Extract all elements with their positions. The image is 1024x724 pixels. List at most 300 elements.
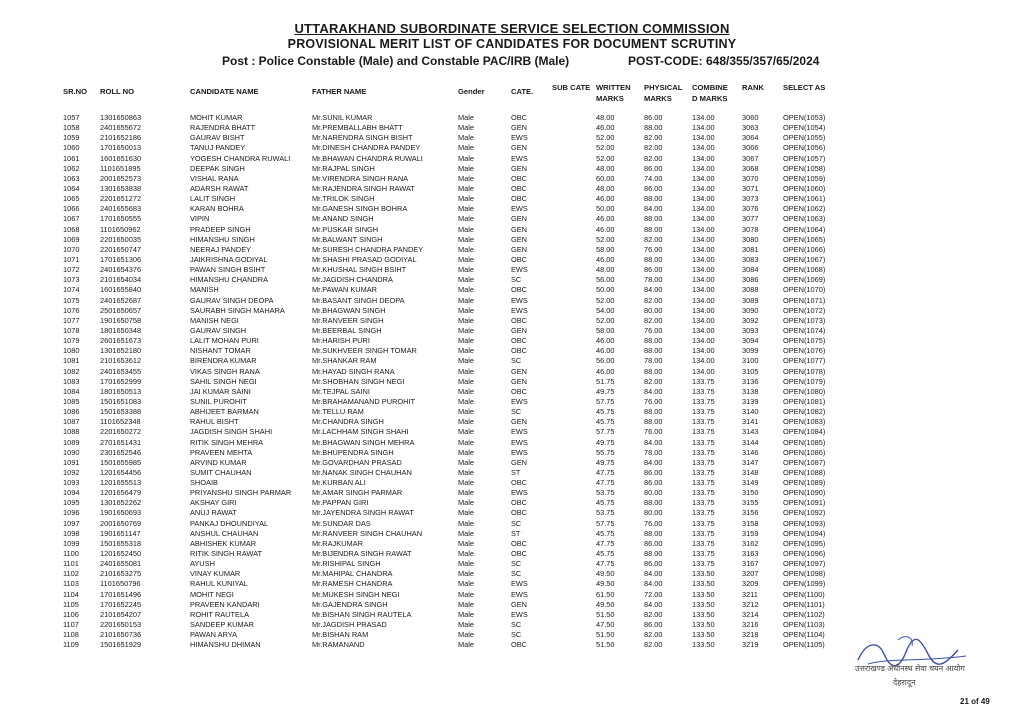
physical-marks: 78.00	[644, 447, 663, 457]
gender: Male	[458, 275, 475, 285]
candidate-name: BIRENDRA KUMAR	[190, 356, 257, 366]
select-as: OPEN(1080)	[783, 386, 826, 396]
select-as: OPEN(1092)	[783, 508, 826, 518]
category: SC	[511, 407, 522, 417]
candidate-name: HIMANSHU SINGH	[190, 234, 255, 244]
category: SC	[511, 559, 522, 569]
roll-no: 1801650348	[100, 325, 142, 335]
table-row	[0, 569, 1024, 579]
father-name: Mr.SHOBHAN SINGH NEGI	[312, 376, 405, 386]
category: OBC	[511, 386, 528, 396]
table-row	[0, 296, 1024, 306]
combined-marks: 133.75	[692, 559, 715, 569]
physical-marks: 86.00	[644, 478, 663, 488]
roll-no: 2401654376	[100, 265, 142, 275]
rank: 3147	[742, 457, 759, 467]
written-marks: 58.00	[596, 244, 615, 254]
written-marks: 56.00	[596, 356, 615, 366]
written-marks: 47.75	[596, 467, 615, 477]
written-marks: 52.00	[596, 234, 615, 244]
gender: Male	[458, 224, 475, 234]
written-marks: 46.00	[596, 123, 615, 133]
gender: Male	[458, 336, 475, 346]
candidate-name: JAI KUMAR SAINI	[190, 386, 251, 396]
combined-marks: 134.00	[692, 265, 715, 275]
physical-marks: 84.00	[644, 285, 663, 295]
combined-marks: 134.00	[692, 315, 715, 325]
rank: 3073	[742, 194, 759, 204]
combined-marks: 134.00	[692, 153, 715, 163]
physical-marks: 82.00	[644, 315, 663, 325]
gender: Male	[458, 143, 475, 153]
combined-marks: 133.75	[692, 467, 715, 477]
category: EWS	[511, 295, 528, 305]
table-row	[0, 377, 1024, 387]
category: EWS	[511, 488, 528, 498]
select-as: OPEN(1097)	[783, 559, 826, 569]
table-row	[0, 336, 1024, 346]
candidate-name: PRIYANSHU SINGH PARMAR	[190, 488, 292, 498]
table-header	[0, 83, 1024, 109]
select-as: OPEN(1090)	[783, 488, 826, 498]
father-name: Mr.RANVEER SINGH	[312, 315, 384, 325]
sr-no: 1066	[63, 204, 80, 214]
father-name: Mr.BISHAN SINGH RAUTELA	[312, 609, 412, 619]
gender: Male	[458, 173, 475, 183]
combined-marks: 133.75	[692, 407, 715, 417]
combined-marks: 133.75	[692, 508, 715, 518]
post-code: POST-CODE: 648/355/357/65/2024	[628, 54, 820, 68]
select-as: OPEN(1094)	[783, 528, 826, 538]
category: GEN	[511, 214, 528, 224]
table-row	[0, 245, 1024, 255]
rank: 3070	[742, 173, 759, 183]
gender: Male	[458, 123, 475, 133]
combined-marks: 134.00	[692, 244, 715, 254]
select-as: OPEN(1099)	[783, 579, 826, 589]
sr-no: 1106	[63, 609, 79, 619]
category: GEN	[511, 457, 528, 467]
physical-marks: 80.00	[644, 508, 663, 518]
gender: Male	[458, 244, 475, 254]
gender: Male	[458, 457, 475, 467]
category: OBC	[511, 113, 528, 122]
roll-no: 1901650758	[100, 315, 142, 325]
sr-no: 1057	[63, 113, 80, 122]
category: OBC	[511, 183, 528, 193]
rank: 3156	[742, 508, 759, 518]
candidate-name: PRADEEP SINGH	[190, 224, 251, 234]
written-marks: 45.75	[596, 407, 615, 417]
roll-no: 1201652450	[100, 549, 142, 559]
sr-no: 1107	[63, 620, 79, 630]
table-row	[0, 397, 1024, 407]
gender: Male	[458, 620, 475, 630]
roll-no: 2401655672	[100, 123, 142, 133]
candidate-name: MOHIT KUMAR	[190, 113, 243, 122]
table-row	[0, 225, 1024, 235]
candidate-name: KARAN BOHRA	[190, 204, 244, 214]
written-marks: 49.75	[596, 457, 615, 467]
table-row	[0, 427, 1024, 437]
table-row	[0, 620, 1024, 630]
written-marks: 48.00	[596, 265, 615, 275]
sr-no: 1062	[63, 163, 80, 173]
physical-marks: 76.00	[644, 518, 663, 528]
gender: Male	[458, 467, 475, 477]
father-name: Mr.PAWAN KUMAR	[312, 285, 378, 295]
combined-marks: 134.00	[692, 183, 715, 193]
col-name: CANDIDATE NAME	[190, 87, 259, 96]
select-as: OPEN(1082)	[783, 407, 826, 417]
roll-no: 1301652180	[100, 346, 142, 356]
father-name: Mr.BHUPENDRA SINGH	[312, 447, 394, 457]
select-as: OPEN(1091)	[783, 498, 826, 508]
physical-marks: 84.00	[644, 457, 663, 467]
roll-no: 2401653455	[100, 366, 142, 376]
table-row	[0, 316, 1024, 326]
category: GEN	[511, 143, 528, 153]
physical-marks: 88.00	[644, 366, 663, 376]
candidate-name: SHOAIB	[190, 478, 218, 488]
combined-marks: 133.50	[692, 579, 715, 589]
rank: 3148	[742, 467, 759, 477]
roll-no: 1701651496	[100, 589, 142, 599]
candidate-name: MOHIT NEGI	[190, 589, 234, 599]
combined-marks: 133.75	[692, 478, 715, 488]
written-marks: 46.00	[596, 214, 615, 224]
physical-marks: 86.00	[644, 467, 663, 477]
physical-marks: 82.00	[644, 133, 663, 143]
physical-marks: 78.00	[644, 275, 663, 285]
col-rank: RANK	[742, 83, 764, 92]
roll-no: 1101652348	[100, 417, 141, 427]
category: OBC	[511, 194, 528, 204]
roll-no: 1201654456	[100, 467, 142, 477]
rank: 3068	[742, 163, 759, 173]
table-row	[0, 154, 1024, 164]
roll-no: 2101653612	[100, 356, 142, 366]
table-row	[0, 184, 1024, 194]
sr-no: 1109	[63, 640, 79, 650]
written-marks: 45.75	[596, 528, 615, 538]
written-marks: 47.75	[596, 538, 615, 548]
father-name: Mr.SUNIL KUMAR	[312, 113, 373, 122]
roll-no: 2001650769	[100, 518, 142, 528]
select-as: OPEN(1105)	[783, 640, 825, 650]
rank: 3214	[742, 609, 759, 619]
rank: 3144	[742, 437, 759, 447]
select-as: OPEN(1068)	[783, 265, 826, 275]
father-name: Mr.BHAWAN CHANDRA RUWALI	[312, 153, 423, 163]
col-gender: Gender	[458, 87, 485, 96]
candidate-name: PRAVEEN MEHTA	[190, 447, 253, 457]
gender: Male	[458, 528, 475, 538]
rank: 3162	[742, 538, 759, 548]
org-title: UTTARAKHAND SUBORDINATE SERVICE SELECTION COMMISSION	[294, 21, 730, 36]
father-name: Mr.SHASHI PRASAD GODIYAL	[312, 254, 417, 264]
physical-marks: 84.00	[644, 437, 663, 447]
combined-marks: 133.50	[692, 630, 715, 640]
combined-marks: 133.75	[692, 386, 715, 396]
candidate-name: RAHUL KUNIYAL	[190, 579, 248, 589]
rank: 3219	[742, 640, 759, 650]
candidate-name: HIMANSHU CHANDRA	[190, 275, 269, 285]
candidate-name: LALIT MOHAN PURI	[190, 336, 259, 346]
roll-no: 1501651929	[100, 640, 142, 650]
table-row	[0, 468, 1024, 478]
table-row	[0, 579, 1024, 589]
select-as: OPEN(1056)	[783, 143, 826, 153]
category: GEN	[511, 123, 528, 133]
rank: 3086	[742, 275, 759, 285]
sr-no: 1082	[63, 366, 80, 376]
category: EWS	[511, 133, 528, 143]
written-marks: 46.00	[596, 194, 615, 204]
sr-no: 1081	[63, 356, 80, 366]
sr-no: 1105	[63, 599, 79, 609]
rank: 3076	[742, 204, 759, 214]
gender: Male	[458, 396, 475, 406]
rank: 3146	[742, 447, 759, 457]
table-row	[0, 174, 1024, 184]
rank: 3105	[742, 366, 759, 376]
father-name: Mr.BALWANT SINGH	[312, 234, 383, 244]
written-marks: 48.00	[596, 183, 615, 193]
roll-no: 2201650272	[100, 427, 142, 437]
physical-marks: 88.00	[644, 417, 663, 427]
table-row	[0, 610, 1024, 620]
physical-marks: 78.00	[644, 356, 663, 366]
combined-marks: 133.75	[692, 437, 715, 447]
written-marks: 53.75	[596, 488, 615, 498]
roll-no: 1901651147	[100, 528, 141, 538]
gender: Male	[458, 498, 475, 508]
sr-no: 1074	[63, 285, 80, 295]
combined-marks: 134.00	[692, 234, 715, 244]
select-as: OPEN(1081)	[783, 396, 826, 406]
rank: 3209	[742, 579, 759, 589]
sr-no: 1104	[63, 589, 79, 599]
category: OBC	[511, 285, 528, 295]
father-name: Mr.SUNDAR DAS	[312, 518, 371, 528]
category: OBC	[511, 346, 528, 356]
father-name: Mr.CHANDRA SINGH	[312, 417, 384, 427]
written-marks: 52.00	[596, 133, 615, 143]
select-as: OPEN(1076)	[783, 346, 826, 356]
table-row	[0, 438, 1024, 448]
physical-marks: 84.00	[644, 569, 663, 579]
gender: Male	[458, 579, 475, 589]
written-marks: 47.50	[596, 620, 615, 630]
category: EWS	[511, 265, 528, 275]
gender: Male	[458, 630, 475, 640]
candidate-name: AYUSH	[190, 559, 215, 569]
roll-no: 1201655513	[100, 478, 142, 488]
rank: 3139	[742, 396, 759, 406]
father-name: Mr.JAYENDRA SINGH RAWAT	[312, 508, 414, 518]
roll-no: 1601655840	[100, 285, 142, 295]
father-name: Mr.RISHIPAL SINGH	[312, 559, 381, 569]
father-name: Mr.GANESH SINGH BOHRA	[312, 204, 408, 214]
physical-marks: 84.00	[644, 599, 663, 609]
written-marks: 49.75	[596, 437, 615, 447]
candidate-name: RITIK SINGH RAWAT	[190, 549, 262, 559]
rank: 3218	[742, 630, 759, 640]
father-name: Mr.NARENDRA SINGH BISHT	[312, 133, 413, 143]
rank: 3159	[742, 528, 759, 538]
sr-no: 1063	[63, 173, 80, 183]
table-row	[0, 255, 1024, 265]
physical-marks: 88.00	[644, 224, 663, 234]
table-row	[0, 123, 1024, 133]
candidate-name: JAIKRISHNA GODIYAL	[190, 254, 268, 264]
roll-no: 1101651895	[100, 163, 141, 173]
category: SC	[511, 356, 522, 366]
candidate-name: ANSHUL CHAUHAN	[190, 528, 259, 538]
gender: Male	[458, 183, 475, 193]
candidate-name: SUNIL PUROHIT	[190, 396, 247, 406]
rank: 3083	[742, 254, 759, 264]
select-as: OPEN(1064)	[783, 224, 826, 234]
col-written-1: WRITTEN	[596, 83, 631, 92]
physical-marks: 88.00	[644, 498, 663, 508]
gender: Male	[458, 488, 475, 498]
combined-marks: 133.50	[692, 599, 715, 609]
category: EWS	[511, 153, 528, 163]
roll-no: 2401655081	[100, 559, 142, 569]
category: SC	[511, 630, 522, 640]
physical-marks: 82.00	[644, 630, 663, 640]
signature-org: उत्तराखण्ड अधीनस्थ सेवा चयन आयोग	[855, 664, 965, 673]
combined-marks: 134.00	[692, 113, 715, 122]
gender: Male	[458, 265, 475, 275]
category: EWS	[511, 447, 528, 457]
rank: 3212	[742, 599, 759, 609]
category: GEN	[511, 224, 528, 234]
physical-marks: 86.00	[644, 183, 663, 193]
sr-no: 1068	[63, 224, 80, 234]
gender: Male	[458, 234, 475, 244]
table-row	[0, 387, 1024, 397]
physical-marks: 82.00	[644, 153, 663, 163]
candidate-name: MANISH NEGI	[190, 315, 239, 325]
father-name: Mr.GOVARDHAN PRASAD	[312, 457, 402, 467]
combined-marks: 134.00	[692, 224, 715, 234]
candidate-name: TANUJ PANDEY	[190, 143, 246, 153]
select-as: OPEN(1073)	[783, 315, 826, 325]
candidate-name: RAJENDRA BHATT	[190, 123, 256, 133]
table-row	[0, 235, 1024, 245]
candidate-name: JAGDISH SINGH SHAHI	[190, 427, 273, 437]
roll-no: 1301653838	[100, 183, 142, 193]
category: ST	[511, 528, 521, 538]
select-as: OPEN(1067)	[783, 254, 826, 264]
combined-marks: 133.50	[692, 609, 715, 619]
combined-marks: 134.00	[692, 325, 715, 335]
col-father: FATHER NAME	[312, 87, 367, 96]
rank: 3155	[742, 498, 759, 508]
combined-marks: 134.00	[692, 295, 715, 305]
select-as: OPEN(1061)	[783, 194, 826, 204]
gender: Male	[458, 640, 475, 650]
rank: 3167	[742, 559, 759, 569]
written-marks: 48.00	[596, 113, 615, 122]
sr-no: 1095	[63, 498, 80, 508]
roll-no: 1101650796	[100, 579, 141, 589]
table-row	[0, 590, 1024, 600]
physical-marks: 84.00	[644, 386, 663, 396]
written-marks: 46.00	[596, 224, 615, 234]
written-marks: 52.00	[596, 143, 615, 153]
table-row	[0, 478, 1024, 488]
category: EWS	[511, 305, 528, 315]
gender: Male	[458, 386, 475, 396]
category: OBC	[511, 336, 528, 346]
category: OBC	[511, 315, 528, 325]
category: GEN	[511, 417, 528, 427]
select-as: OPEN(1098)	[783, 569, 826, 579]
gender: Male	[458, 153, 475, 163]
col-combined-2: D MARKS	[692, 94, 728, 103]
rank: 3080	[742, 234, 759, 244]
father-name: Mr.ANAND SINGH	[312, 214, 374, 224]
sr-no: 1076	[63, 305, 80, 315]
combined-marks: 134.00	[692, 275, 715, 285]
gender: Male	[458, 366, 475, 376]
roll-no: 2401652687	[100, 295, 142, 305]
category: GEN	[511, 325, 528, 335]
select-as: OPEN(1058)	[783, 163, 826, 173]
combined-marks: 134.00	[692, 356, 715, 366]
select-as: OPEN(1069)	[783, 275, 826, 285]
candidate-name: GAURAV SINGH DEOPA	[190, 295, 274, 305]
physical-marks: 86.00	[644, 265, 663, 275]
category: GEN	[511, 244, 528, 254]
sr-no: 1083	[63, 376, 80, 386]
rank: 3077	[742, 214, 759, 224]
table-row	[0, 356, 1024, 366]
rank: 3138	[742, 386, 759, 396]
rank: 3078	[742, 224, 759, 234]
category: OBC	[511, 508, 528, 518]
written-marks: 57.75	[596, 518, 615, 528]
written-marks: 56.00	[596, 275, 615, 285]
candidate-name: ADARSH RAWAT	[190, 183, 249, 193]
gender: Male	[458, 427, 475, 437]
father-name: Mr.GAJENDRA SINGH	[312, 599, 388, 609]
father-name: Mr.BHAGWAN SINGH	[312, 305, 386, 315]
candidate-name: RITIK SINGH MEHRA	[190, 437, 264, 447]
roll-no: 2001652573	[100, 173, 142, 183]
combined-marks: 133.75	[692, 538, 715, 548]
sr-no: 1103	[63, 579, 79, 589]
candidate-name: ARVIND KUMAR	[190, 457, 247, 467]
select-as: OPEN(1055)	[783, 133, 826, 143]
sr-no: 1060	[63, 143, 80, 153]
father-name: Mr.RAJKUMAR	[312, 538, 363, 548]
sr-no: 1108	[63, 630, 79, 640]
category: EWS	[511, 204, 528, 214]
roll-no: 1601651630	[100, 153, 142, 163]
roll-no: 2101654207	[100, 609, 142, 619]
written-marks: 45.75	[596, 549, 615, 559]
father-name: Mr.DINESH CHANDRA PANDEY	[312, 143, 421, 153]
physical-marks: 86.00	[644, 113, 663, 122]
written-marks: 46.00	[596, 254, 615, 264]
category: OBC	[511, 478, 528, 488]
gender: Male	[458, 163, 475, 173]
